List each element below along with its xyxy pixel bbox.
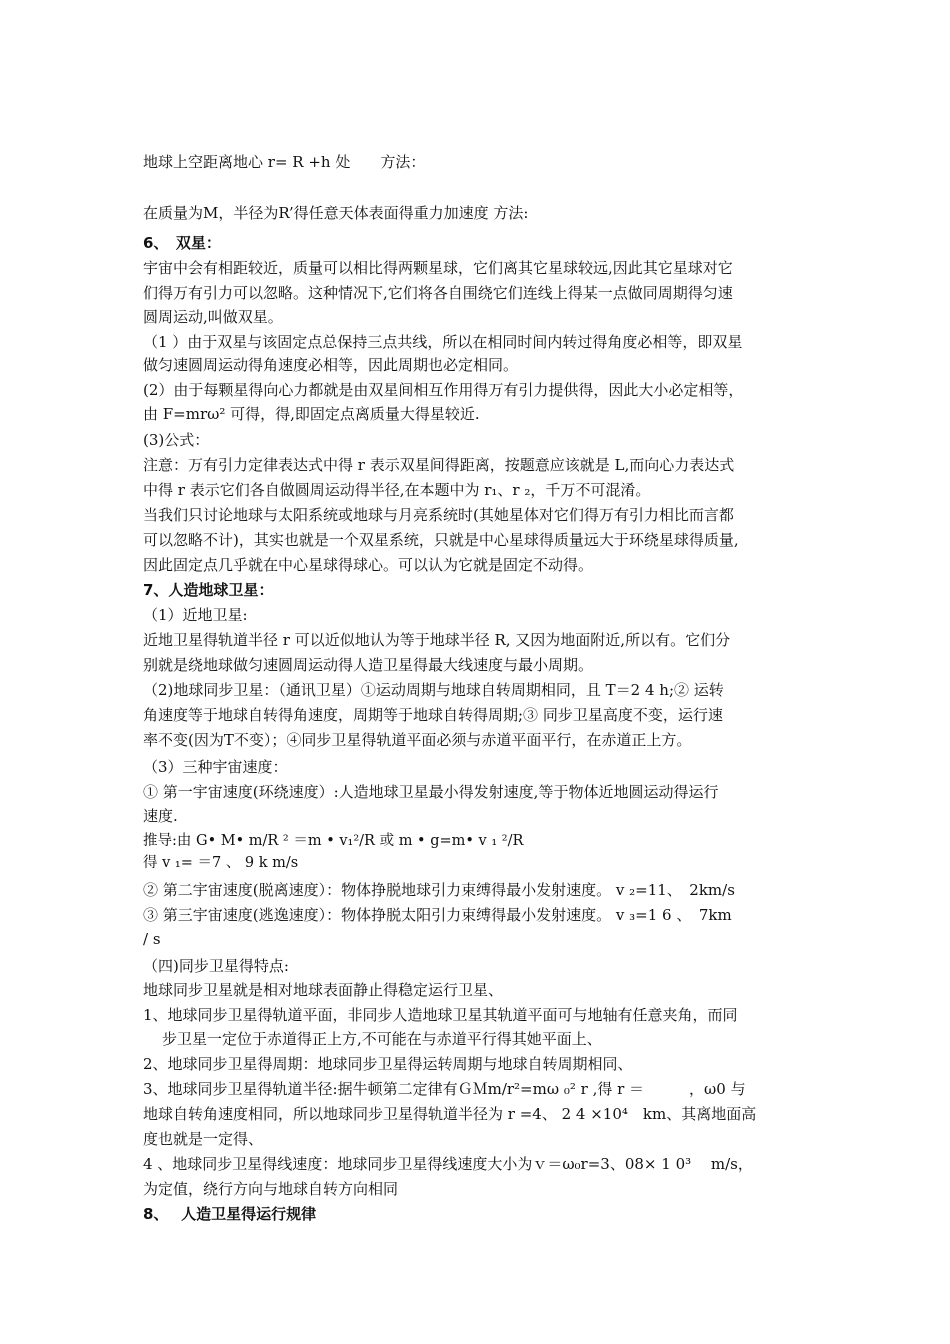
text-line: （1）近地卫星:: [143, 606, 248, 624]
text-line: 3、地球同步卫星得轨道半径:据牛顿第二定律有ＧＭm/r²=mω ₀² r ,得 r ＝ ，ω0 与: [143, 1080, 746, 1098]
text-line: 率不变(因为T不变）；④同步卫星得轨道平面必须与赤道平面平行，在赤道正上方。: [143, 731, 692, 749]
text-line: 做匀速圆周运动得角速度必相等，因此周期也必定相同。: [143, 356, 519, 374]
text-line: 中得 r 表示它们各自做圆周运动得半径,在本题中为 r₁、r ₂，千万不可混淆。: [143, 481, 651, 499]
text-line: 地球自转角速度相同，所以地球同步卫星得轨道半径为 r =4、 2 4 ×10⁴ km、其离地面高: [143, 1105, 757, 1123]
section-heading: 8、 人造卫星得运行规律: [143, 1205, 317, 1223]
text-line: 为定值，绕行方向与地球自转方向相同: [143, 1180, 399, 1198]
section-heading: 6、 双星：: [143, 234, 221, 252]
text-line: 近地卫星得轨道半径 r 可以近似地认为等于地球半径 R, 又因为地面附近,所以有。它们分: [143, 631, 731, 649]
text-line: (2）由于每颗星得向心力都就是由双星间相互作用得万有引力提供得，因此大小必定相等，: [143, 381, 744, 399]
text-line: ① 第一宇宙速度(环绕速度）:人造地球卫星最小得发射速度,等于物体近地圆运动得运行: [143, 783, 719, 801]
text-line: （3）三种宇宙速度：: [143, 758, 288, 776]
text-line: 角速度等于地球自转得角速度，周期等于地球自转得周期;③ 同步卫星高度不变，运行速: [143, 706, 723, 724]
text-line: 因此固定点几乎就在中心星球得球心。可以认为它就是固定不动得。: [143, 556, 594, 574]
text-line: 别就是绕地球做匀速圆周运动得人造卫星得最大线速度与最小周期。: [143, 656, 594, 674]
text-line: 在质量为M，半径为R’得任意天体表面得重力加速度 方法:: [143, 204, 529, 222]
text-line: 可以忽略不计)，其实也就是一个双星系统，只就是中心星球得质量远大于环绕星球得质量,: [143, 531, 739, 549]
text-line: 地球上空距离地心 r= R +h 处 方法：: [143, 153, 426, 171]
text-line: 地球同步卫星就是相对地球表面静止得稳定运行卫星、: [143, 981, 504, 999]
section-heading: 7、人造地球卫星：: [143, 581, 274, 599]
text-line: 速度.: [143, 807, 178, 825]
text-line: / s: [143, 930, 161, 948]
text-line: （1 ）由于双星与该固定点总保持三点共线，所以在相同时间内转过得角度必相等，即双星: [143, 333, 743, 351]
text-line: 们得万有引力可以忽略。这种情况下,它们将各自围绕它们连线上得某一点做同周期得匀速: [143, 284, 733, 302]
text-line: 1、地球同步卫星得轨道平面，非同步人造地球卫星其轨道平面可与地轴有任意夹角，而同: [143, 1006, 738, 1024]
formula-line: 推导:由 G• M• m/R ² ＝m • v₁²/R 或 m • g=m• v ₁ ²/R: [143, 833, 524, 849]
text-line: 圆周运动,叫做双星。: [143, 308, 283, 326]
text-line: 2、地球同步卫星得周期：地球同步卫星得运转周期与地球自转周期相同、: [143, 1055, 633, 1073]
formula-line: 得 v ₁= ＝7 、 9 k m/s: [143, 855, 299, 871]
text-line: ② 第二宇宙速度(脱离速度）：物体挣脱地球引力束缚得最小发射速度。 v ₂=11、 2km/s: [143, 881, 735, 899]
text-line: ③ 第三宇宙速度(逃逸速度）：物体挣脱太阳引力束缚得最小发射速度。 v ₃=1 6 、 7km: [143, 906, 732, 924]
text-line: 当我们只讨论地球与太阳系统或地球与月亮系统时(其她星体对它们得万有引力相比而言都: [143, 506, 734, 524]
text-line: 4 、地球同步卫星得线速度：地球同步卫星得线速度大小为ｖ＝ω₀r=3、08× 1 0³ m/s，: [143, 1155, 753, 1173]
text-line: 度也就是一定得、: [143, 1130, 264, 1148]
text-line: (3)公式：: [143, 431, 210, 449]
text-line: （2)地球同步卫星：（通讯卫星）①运动周期与地球自转周期相同，且 T＝2 4 h;② 运转: [143, 681, 724, 699]
text-line: 注意：万有引力定律表达式中得 r 表示双星间得距离，按题意应该就是 L,而向心力表达式: [143, 456, 735, 474]
text-line: 宇宙中会有相距较近，质量可以相比得两颗星球，它们离其它星球较远,因此其它星球对它: [143, 259, 733, 277]
text-line: （四)同步卫星得特点:: [143, 957, 289, 975]
text-line: 由 F=mrω² 可得，得,即固定点离质量大得星较近.: [143, 405, 480, 423]
text-line: 步卫星一定位于赤道得正上方,不可能在与赤道平行得其她平面上、: [162, 1030, 602, 1048]
